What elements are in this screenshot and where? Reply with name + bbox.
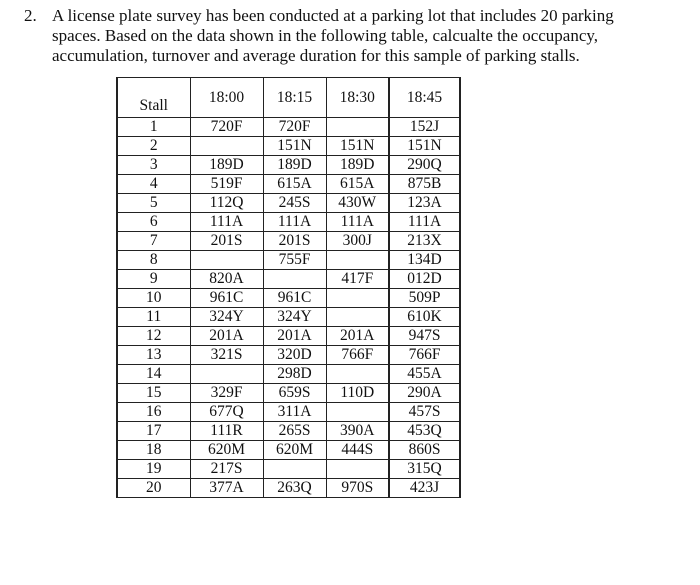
plate-cell: 430W	[326, 194, 389, 213]
table-header-row	[117, 78, 460, 118]
plate-cell: 290Q	[389, 156, 460, 175]
table-row	[117, 422, 460, 441]
plate-cell: 213X	[389, 232, 460, 251]
plate-cell: 189D	[190, 156, 263, 175]
plate-cell	[326, 403, 389, 422]
plate-cell: 659S	[263, 384, 326, 403]
plate-cell: 111A	[326, 213, 389, 232]
time-column-header: 18:00	[190, 78, 263, 118]
stall-number-cell: 13	[117, 346, 190, 365]
plate-cell: 610K	[389, 308, 460, 327]
time-column-header: 18:15	[263, 78, 326, 118]
table-row	[117, 308, 460, 327]
stall-number-cell: 4	[117, 175, 190, 194]
stall-number-cell: 5	[117, 194, 190, 213]
table-row	[117, 194, 460, 213]
plate-cell: 111A	[263, 213, 326, 232]
plate-cell: 329F	[190, 384, 263, 403]
plate-cell	[326, 251, 389, 270]
time-column-header: 18:45	[389, 78, 460, 118]
plate-cell: 300J	[326, 232, 389, 251]
plate-cell: 947S	[389, 327, 460, 346]
stall-number-cell: 6	[117, 213, 190, 232]
plate-cell: 290A	[389, 384, 460, 403]
plate-cell: 875B	[389, 175, 460, 194]
plate-cell: 720F	[263, 118, 326, 137]
table-row	[117, 156, 460, 175]
plate-cell: 720F	[190, 118, 263, 137]
plate-cell: 201A	[326, 327, 389, 346]
stall-number-cell: 18	[117, 441, 190, 460]
table-row	[117, 232, 460, 251]
plate-cell: 111A	[389, 213, 460, 232]
stall-number-cell: 12	[117, 327, 190, 346]
plate-cell: 860S	[389, 441, 460, 460]
table-row	[117, 118, 460, 137]
plate-cell: 151N	[326, 137, 389, 156]
plate-cell: 755F	[263, 251, 326, 270]
plate-cell: 766F	[389, 346, 460, 365]
stall-number-cell: 17	[117, 422, 190, 441]
plate-cell: 201S	[263, 232, 326, 251]
stall-number-cell: 3	[117, 156, 190, 175]
plate-cell: 012D	[389, 270, 460, 289]
plate-cell: 970S	[326, 479, 389, 498]
stall-number-cell: 20	[117, 479, 190, 498]
table-row	[117, 251, 460, 270]
plate-cell: 134D	[389, 251, 460, 270]
question-number: 2.	[24, 6, 37, 25]
question-text: A license plate survey has been conducted at a parking lot that includes 20 parking spaces. Based on the data shown in the following table, calcualte the occupancy, accumulation, turnover and average duration for this sample of parking stalls.	[52, 6, 614, 65]
plate-cell: 377A	[190, 479, 263, 498]
plate-cell: 766F	[326, 346, 389, 365]
plate-cell: 519F	[190, 175, 263, 194]
plate-cell: 151N	[263, 137, 326, 156]
plate-cell: 189D	[263, 156, 326, 175]
stall-number-cell: 11	[117, 308, 190, 327]
table-row	[117, 365, 460, 384]
plate-cell: 324Y	[190, 308, 263, 327]
table-row	[117, 270, 460, 289]
stall-number-cell: 9	[117, 270, 190, 289]
plate-cell	[326, 365, 389, 384]
plate-cell: 201A	[263, 327, 326, 346]
plate-cell	[263, 460, 326, 479]
plate-cell: 444S	[326, 441, 389, 460]
plate-cell: 111R	[190, 422, 263, 441]
plate-cell: 189D	[326, 156, 389, 175]
plate-cell: 245S	[263, 194, 326, 213]
table-row	[117, 289, 460, 308]
stall-number-cell: 1	[117, 118, 190, 137]
table-row	[117, 137, 460, 156]
plate-cell: 677Q	[190, 403, 263, 422]
table-row	[117, 175, 460, 194]
plate-cell	[190, 365, 263, 384]
plate-cell: 315Q	[389, 460, 460, 479]
question-block	[24, 6, 644, 66]
stall-column-header: Stall	[117, 78, 190, 118]
table-row	[117, 384, 460, 403]
plate-cell: 324Y	[263, 308, 326, 327]
stall-number-cell: 7	[117, 232, 190, 251]
plate-cell: 123A	[389, 194, 460, 213]
plate-cell: 321S	[190, 346, 263, 365]
plate-cell: 298D	[263, 365, 326, 384]
plate-cell: 112Q	[190, 194, 263, 213]
plate-cell: 961C	[190, 289, 263, 308]
plate-cell: 311A	[263, 403, 326, 422]
stall-number-cell: 14	[117, 365, 190, 384]
table-row	[117, 213, 460, 232]
time-column-header: 18:30	[326, 78, 389, 118]
stall-number-cell: 15	[117, 384, 190, 403]
stall-number-cell: 2	[117, 137, 190, 156]
plate-cell: 615A	[326, 175, 389, 194]
table-row	[117, 403, 460, 422]
table-row	[117, 346, 460, 365]
plate-cell: 620M	[190, 441, 263, 460]
plate-cell: 620M	[263, 441, 326, 460]
table-body	[117, 118, 460, 498]
plate-cell: 110D	[326, 384, 389, 403]
plate-cell	[326, 308, 389, 327]
plate-cell: 201S	[190, 232, 263, 251]
plate-cell	[326, 118, 389, 137]
table-row	[117, 460, 460, 479]
table-row	[117, 479, 460, 498]
plate-cell: 217S	[190, 460, 263, 479]
table-row	[117, 441, 460, 460]
plate-cell: 417F	[326, 270, 389, 289]
stall-number-cell: 16	[117, 403, 190, 422]
plate-cell	[190, 137, 263, 156]
plate-cell	[326, 460, 389, 479]
plate-cell: 453Q	[389, 422, 460, 441]
plate-cell: 152J	[389, 118, 460, 137]
plate-cell: 263Q	[263, 479, 326, 498]
plate-cell	[190, 251, 263, 270]
plate-cell: 457S	[389, 403, 460, 422]
plate-cell: 320D	[263, 346, 326, 365]
stall-number-cell: 10	[117, 289, 190, 308]
plate-cell: 265S	[263, 422, 326, 441]
plate-cell: 151N	[389, 137, 460, 156]
plate-cell: 390A	[326, 422, 389, 441]
stall-number-cell: 19	[117, 460, 190, 479]
plate-cell: 455A	[389, 365, 460, 384]
plate-cell	[326, 289, 389, 308]
table-row	[117, 327, 460, 346]
stall-number-cell: 8	[117, 251, 190, 270]
plate-cell: 201A	[190, 327, 263, 346]
plate-cell: 111A	[190, 213, 263, 232]
plate-cell: 615A	[263, 175, 326, 194]
plate-cell: 509P	[389, 289, 460, 308]
license-plate-survey-table	[116, 77, 461, 498]
plate-cell: 423J	[389, 479, 460, 498]
plate-cell	[263, 270, 326, 289]
plate-cell: 961C	[263, 289, 326, 308]
plate-cell: 820A	[190, 270, 263, 289]
